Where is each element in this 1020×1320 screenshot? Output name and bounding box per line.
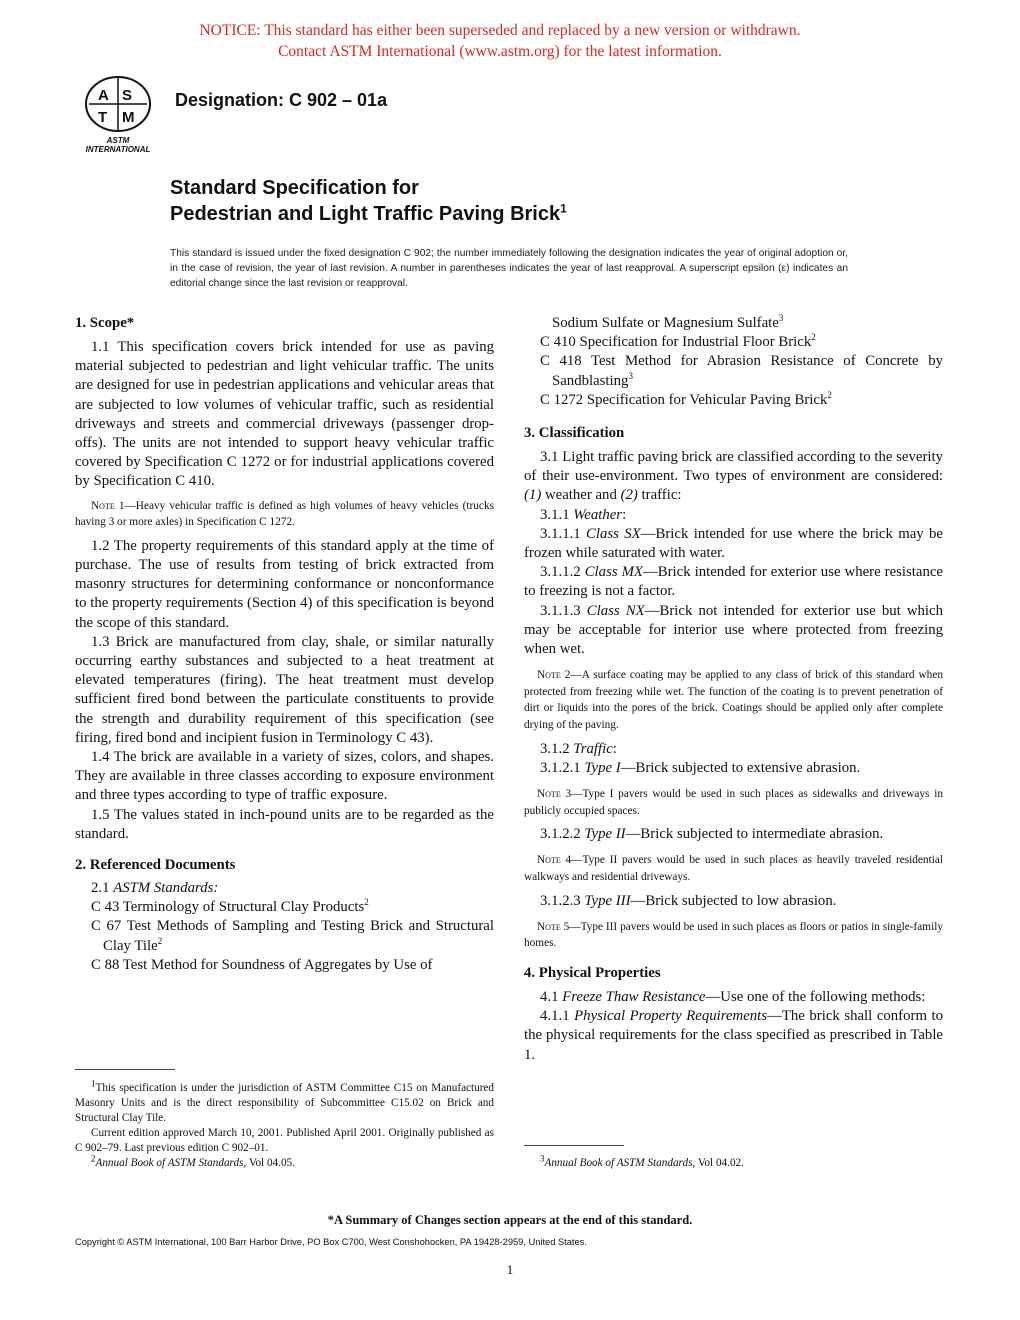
para-3-1-1-2-text: —Brick intended for exterior use where resistance to freezing is not a factor. (524, 564, 943, 600)
svg-text:M: M (122, 109, 135, 126)
ref-c67 (75, 917, 494, 955)
para-4-1-1-text: —The brick shall conform to the physical requirements for the class specified as prescribed in Table 1. (524, 1008, 943, 1063)
title-line-2 (170, 201, 567, 227)
ref-c418 (524, 352, 943, 390)
para-3-1-2-1-italic: Type I (584, 759, 621, 776)
right-footnote-rule (524, 1145, 624, 1146)
para-1-5: 1.5 The values stated in inch-pound units are to be regarded as the standard. (75, 806, 494, 842)
ref-c43 (75, 898, 494, 917)
note-2-label: Note 2 (537, 669, 571, 682)
notice-banner (0, 20, 1000, 62)
svg-text:T: T (98, 109, 108, 126)
ref-c410-text: C 410 Specification for Industrial Floor Brick (540, 334, 812, 351)
note-5 (524, 919, 943, 952)
para-3-1-2-1 (524, 759, 943, 778)
para-3-1-2-3 (524, 892, 943, 911)
notice-line-2: Contact ASTM International (www.astm.org) for the latest information. (278, 43, 722, 60)
section-2-heading: 2. Referenced Documents (75, 857, 236, 874)
para-4-1-num: 4.1 (540, 989, 563, 1005)
para-2-1-italic: ASTM Standards: (113, 880, 219, 897)
para-4-1-italic: Freeze Thaw Resistance (562, 989, 706, 1005)
ref-c410 (524, 333, 943, 352)
ref-c67-text: C 67 Test Methods of Sampling and Testing Brick and Structural Clay Tile (91, 918, 494, 954)
para-1-2: 1.2 The property requirements of this standard apply at the time of purchase. The use of results from testing of brick extracted from masonry structures for determining conformance or nonconformance to the property requirements (Section 4) of this specification is beyond the scope of this standard. (75, 537, 494, 631)
ref-c418-fn: 3 (628, 370, 633, 381)
footnote-3-italic: Annual Book of ASTM Standards, (544, 1157, 696, 1169)
designation: Designation: C 902 – 01a (175, 90, 388, 110)
para-3-1-1-2 (524, 563, 943, 601)
para-3-1-2-1-text: —Brick subjected to extensive abrasion. (620, 759, 861, 776)
note-3-text: —Type I pavers would be used in such places as sidewalks and driveways in publicly occupied spaces. (524, 788, 943, 817)
para-3-1-2-end: : (612, 740, 617, 757)
note-3 (524, 786, 943, 819)
note-2 (524, 667, 943, 733)
footnote-2-italic: Annual Book of ASTM Standards, (95, 1157, 247, 1169)
para-3-1-2-num: 3.1.2 (540, 740, 574, 757)
footnote-2-vol: Vol 04.05. (246, 1157, 295, 1169)
issued-statement: This standard is issued under the fixed designation C 902; the number immediately following the designation indicates the year of original adoption or, in the case of revision, the year of last revision. A number in parentheses indicates the year of last reapproval. A superscript epsilon (ε) indicates an editorial change since the last revision or reapproval. (170, 248, 848, 289)
footnote-3-vol: Vol 04.02. (695, 1157, 744, 1169)
para-4-1-1 (524, 1007, 943, 1065)
notice-line-1: NOTICE: This standard has either been superseded and replaced by a new version or withdrawn. (199, 22, 801, 39)
ref-c88-cont-text: Sodium Sulfate or Magnesium Sulfate (552, 315, 779, 331)
para-1-4: 1.4 The brick are available in a variety of sizes, colors, and shapes. They are available in three classes according to exposure environment and three types according to type of traffic exposure. (75, 749, 494, 804)
para-3-1-1-1-italic: Class SX (586, 525, 641, 542)
para-3-1-1-num: 3.1.1 (540, 506, 574, 523)
note-2-text: —A surface coating may be applied to any class of brick of this standard when protected from freezing while wet. The function of the coating is to prevent penetration of dirt or liquids into the pores of the brick. Coatings should be applied only after complete drying of the paving. (524, 669, 943, 732)
ref-c410-fn: 2 (811, 332, 816, 343)
ref-c88: C 88 Test Method for Soundness of Aggregates by Use of (91, 956, 433, 973)
title-footnote-mark: 1 (560, 201, 567, 216)
footnote-1a (75, 1078, 494, 1126)
footnote-1-mark: 1 (91, 1078, 96, 1089)
footnote-1a-text: This specification is under the jurisdiction of ASTM Committee C15 on Manufactured Masonry Units and is the direct responsibility of Subcommittee C15.02 on Brick and Structural Clay Tile. (75, 1082, 494, 1124)
para-3-1-2-3-text: —Brick subjected to low abrasion. (630, 892, 837, 909)
para-3-1-1-1 (524, 525, 943, 563)
para-3-1-2-1-num: 3.1.2.1 (540, 759, 585, 776)
para-1-3: 1.3 Brick are manufactured from clay, shale, or similar naturally occurring earthy substances and subjected to a heat treatment at elevated temperatures (firing). The heat treatment must develop sufficient fired bond between the particulate constituents to provide the strength and durability requirement of this specification (see firing, fired bond and incipient fusion in Terminology C 43). (75, 633, 494, 746)
page-number: 1 (506, 1262, 514, 1277)
copyright: Copyright © ASTM International, 100 Barr Harbor Drive, PO Box C700, West Conshohocken, PA 19428-2959, United States. (75, 1237, 587, 1247)
ref-c88-cont (524, 314, 943, 333)
para-3-1-1-1-text: —Brick intended for use where the brick may be frozen while saturated with water. (524, 525, 944, 562)
footnote-3 (524, 1153, 943, 1171)
note-4-label: Note 4 (537, 854, 572, 867)
right-footnotes (524, 1153, 943, 1171)
para-3-1-1-2-italic: Class MX (584, 564, 643, 581)
para-2-1-num: 2.1 (91, 880, 114, 897)
para-3-1-i2: (2) (620, 487, 638, 504)
ref-c88-fn: 3 (778, 313, 784, 324)
para-4-1-1-italic: Physical Property Requirements (574, 1008, 768, 1025)
para-3-1-c: traffic: (637, 487, 682, 504)
para-3-1-2-2-text: —Brick subjected to intermediate abrasion. (625, 826, 884, 843)
section-4-heading: 4. Physical Properties (524, 965, 661, 981)
para-3-1-1-1-num: 3.1.1.1 (540, 525, 587, 542)
footnote-1b: Current edition approved March 10, 2001. Published April 2001. Originally published as C 902–79. Last previous edition C 902–01. (75, 1127, 494, 1154)
para-3-1-2-italic: Traffic (573, 740, 613, 757)
para-4-1 (524, 988, 943, 1007)
para-3-1-1-3-text: —Brick not intended for exterior use but which may be acceptable for interior use where protected from freezing when wet. (524, 602, 943, 658)
para-3-1-2-2-num: 3.1.2.2 (540, 826, 585, 843)
para-3-1-a: 3.1 Light traffic paving brick are classified according to the severity of their use-environment. Two types of environment are considered: (524, 449, 943, 485)
para-3-1-2-3-italic: Type III (584, 892, 631, 909)
para-3-1-1 (524, 506, 943, 525)
para-3-1-1-italic: Weather (573, 506, 623, 523)
ref-c43-fn: 2 (364, 897, 369, 908)
left-footnotes (75, 1078, 494, 1171)
note-3-label: Note 3 (537, 788, 572, 801)
document-title (170, 175, 567, 227)
para-3-1-i1: (1) (524, 487, 542, 504)
para-3-1-1-3-num: 3.1.1.3 (540, 602, 587, 619)
para-4-1-text: —Use one of the following methods: (705, 989, 926, 1005)
para-3-1-1-2-num: 3.1.1.2 (540, 564, 585, 581)
left-footnote-rule (75, 1069, 175, 1070)
para-4-1-1-num: 4.1.1 (540, 1008, 575, 1025)
para-3-1-b: weather and (541, 487, 621, 504)
para-3-1-1-3 (524, 602, 943, 660)
note-5-text: —Type III pavers would be used in such places as floors or patios in single-family homes. (524, 920, 944, 950)
footnote-2 (75, 1153, 494, 1171)
title-line-2-text: Pedestrian and Light Traffic Paving Brick (170, 203, 561, 225)
ref-c67-fn: 2 (157, 935, 163, 946)
title-line-1: Standard Specification for (170, 177, 419, 199)
footnote-3-mark: 3 (540, 1153, 545, 1164)
para-3-1 (524, 448, 943, 506)
ref-c43-text: C 43 Terminology of Structural Clay Products (91, 899, 365, 916)
ref-c1272 (524, 391, 943, 410)
note-4-text: —Type II pavers would be used in such places as heavily traveled residential walkways and residential driveways. (524, 854, 943, 884)
para-1-1: 1.1 This specification covers brick intended for use as paving material subjected to pedestrian and light vehicular traffic. The units are designed for use in pedestrian applications and vehicular areas that are subjected to low volumes of vehicular traffic, such as residential driveways and streets and commercial driveways (passenger drop-offs). The units are not intended to support heavy vehicular traffic covered by Specification C 1272 or for industrial applications covered by Specification C 410. (75, 339, 494, 490)
para-3-1-1-end: : (622, 506, 627, 523)
right-column (524, 314, 943, 1065)
ref-c418-text: C 418 Test Method for Abrasion Resistance of Concrete by Sandblasting (540, 353, 943, 389)
left-column (75, 314, 494, 975)
note-1-text: —Heavy vehicular traffic is defined as high volumes of heavy vehicles (trucks having 3 or more axles) in Specification C 1272. (75, 499, 494, 529)
note-1 (75, 498, 494, 531)
section-1-heading: 1. Scope* (75, 315, 135, 331)
svg-text:S: S (122, 87, 133, 104)
svg-text:A: A (98, 87, 109, 104)
summary-notice: *A Summary of Changes section appears at the end of this standard. (327, 1213, 693, 1227)
footnote-2-mark: 2 (91, 1153, 96, 1164)
note-1-label: Note 1 (91, 499, 125, 512)
para-3-1-2-3-num: 3.1.2.3 (540, 892, 585, 909)
note-4 (524, 852, 943, 885)
para-3-1-1-3-italic: Class NX (586, 602, 645, 619)
para-3-1-2 (524, 740, 943, 759)
note-5-label: Note 5 (537, 920, 570, 933)
ref-c1272-fn: 2 (827, 389, 832, 400)
ref-c1272-text: C 1272 Specification for Vehicular Paving Brick (540, 391, 828, 408)
section-3-heading: 3. Classification (524, 425, 625, 442)
para-2-1 (75, 879, 494, 898)
para-3-1-2-2-italic: Type II (584, 826, 626, 843)
para-3-1-2-2 (524, 825, 943, 844)
logo-wordmark: ASTM INTERNATIONAL (85, 136, 151, 154)
